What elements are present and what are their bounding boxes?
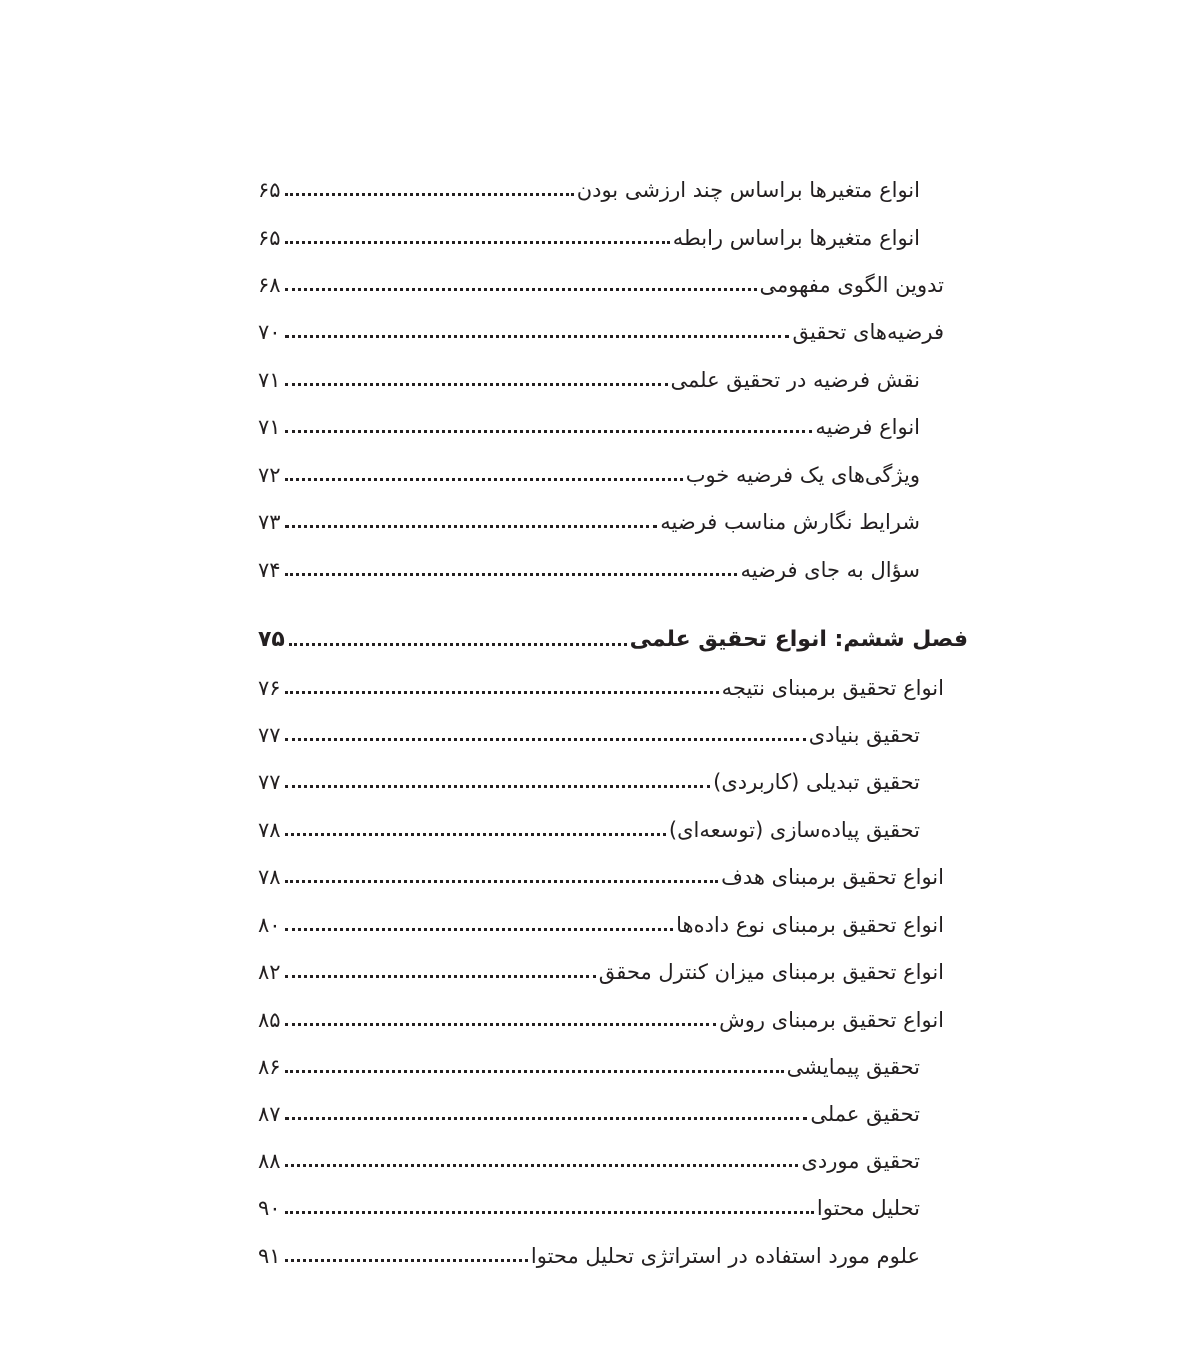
dot-leader (285, 1023, 717, 1026)
toc-page-number: ۷۸ (258, 818, 281, 842)
dot-leader (285, 525, 658, 528)
toc-entry (258, 305, 944, 345)
toc-page-number: ۸۵ (258, 1008, 281, 1032)
toc-page-number: ۷۶ (258, 676, 281, 700)
dot-leader (285, 573, 738, 576)
toc-page-number: ۷۵ (258, 627, 285, 652)
dot-leader (289, 643, 627, 646)
toc-entry (258, 400, 920, 440)
toc-page-number: ۶۸ (258, 273, 281, 297)
toc-entry-title: فرضیه‌های تحقیق (792, 320, 944, 344)
toc-page-number: ۷۱ (258, 368, 281, 392)
toc-entry-title: انواع متغیرها براساس رابطه (672, 226, 920, 250)
toc-entry-title: فصل ششم: انواع تحقیق علمی (629, 627, 968, 652)
toc-page-number: ۷۸ (258, 865, 281, 889)
toc-entry (258, 258, 944, 298)
dot-leader (285, 975, 596, 978)
toc-page-number: ۷۳ (258, 510, 281, 534)
toc-entry (258, 1229, 920, 1269)
toc-entry (258, 211, 920, 251)
toc-entry (258, 1134, 920, 1174)
toc-page-number: ۸۸ (258, 1149, 281, 1173)
toc-page-number: ۷۰ (258, 320, 281, 344)
toc-entry-title: نقش فرضیه در تحقیق علمی (670, 368, 920, 392)
toc-entry (258, 1040, 920, 1080)
dot-leader (285, 1211, 814, 1214)
toc-entry-title: تحقیق پیمایشی (786, 1055, 920, 1079)
dot-leader (285, 738, 806, 741)
dot-leader (285, 833, 666, 836)
toc-entry-title: انواع متغیرها براساس چند ارزشی بودن (576, 178, 920, 202)
toc-entry-title: انواع تحقیق برمبنای نتیجه (721, 676, 944, 700)
toc-entry-title: تحقیق پیاده‌سازی (توسعه‌ای) (668, 818, 920, 842)
dot-leader (285, 880, 719, 883)
toc-page-number: ۷۴ (258, 558, 281, 582)
toc-entry (258, 755, 920, 795)
dot-leader (285, 335, 790, 338)
toc-page-number: ۹۰ (258, 1196, 281, 1220)
toc-entry-title: تحقیق تبدیلی (کاربردی) (713, 770, 920, 794)
toc-entry-title: تحقیق بنیادی (808, 723, 920, 747)
toc-page-number: ۷۷ (258, 723, 281, 747)
toc-entry (258, 898, 944, 938)
toc-entry-title: تحقیق موردی (801, 1149, 920, 1173)
toc-entry (258, 543, 920, 583)
dot-leader (285, 691, 719, 694)
dot-leader (285, 288, 757, 291)
toc-page-number: ۶۵ (258, 226, 281, 250)
toc-page-number: ۹۱ (258, 1244, 281, 1268)
toc-entry (258, 353, 920, 393)
toc-entry-title: انواع تحقیق برمبنای نوع داده‌ها (676, 913, 944, 937)
toc-entry-title: انواع تحقیق برمبنای روش (719, 1008, 944, 1032)
dot-leader (285, 430, 813, 433)
toc-entry-title: تحلیل محتوا (816, 1196, 920, 1220)
dot-leader (285, 928, 674, 931)
toc-entry (258, 803, 920, 843)
toc-entry-title: تدوین الگوی مفهومی (759, 273, 944, 297)
dot-leader (285, 241, 670, 244)
toc-page-number: ۸۶ (258, 1055, 281, 1079)
toc-page-number: ۶۵ (258, 178, 281, 202)
toc-page-number: ۷۱ (258, 415, 281, 439)
toc-entry (258, 1181, 920, 1221)
toc-entry (258, 1087, 920, 1127)
toc-entry-title: انواع تحقیق برمبنای میزان کنترل محقق (598, 960, 944, 984)
toc-page-number: ۷۷ (258, 770, 281, 794)
dot-leader (285, 478, 683, 481)
toc-entry-title: علوم مورد استفاده در استراتژی تحلیل محتوا (530, 1244, 920, 1268)
toc-entry (258, 945, 944, 985)
dot-leader (285, 1164, 799, 1167)
toc-entry-title: سؤال به جای فرضیه (740, 558, 920, 582)
toc-entry-title: انواع تحقیق برمبنای هدف (721, 865, 944, 889)
toc-entry (258, 708, 920, 748)
toc-entry-title: تحقیق عملی (810, 1102, 920, 1126)
toc-entry (258, 495, 920, 535)
toc-chapter-heading (258, 613, 968, 653)
dot-leader (285, 1117, 808, 1120)
toc-page-number: ۷۲ (258, 463, 281, 487)
dot-leader (285, 383, 668, 386)
toc-page-number: ۸۰ (258, 913, 281, 937)
toc-entry-title: شرایط نگارش مناسب فرضیه (660, 510, 920, 534)
toc-page-number: ۸۲ (258, 960, 281, 984)
dot-leader (285, 1259, 528, 1262)
toc-entry (258, 448, 920, 488)
dot-leader (285, 193, 574, 196)
toc-entry-title: ویژگی‌های یک فرضیه خوب (685, 463, 920, 487)
toc-page-number: ۸۷ (258, 1102, 281, 1126)
toc-entry (258, 850, 944, 890)
toc-entry (258, 163, 920, 203)
toc-entry (258, 993, 944, 1033)
toc-entry (258, 661, 944, 701)
toc-entry-title: انواع فرضیه (815, 415, 920, 439)
dot-leader (285, 1070, 784, 1073)
dot-leader (285, 785, 711, 788)
